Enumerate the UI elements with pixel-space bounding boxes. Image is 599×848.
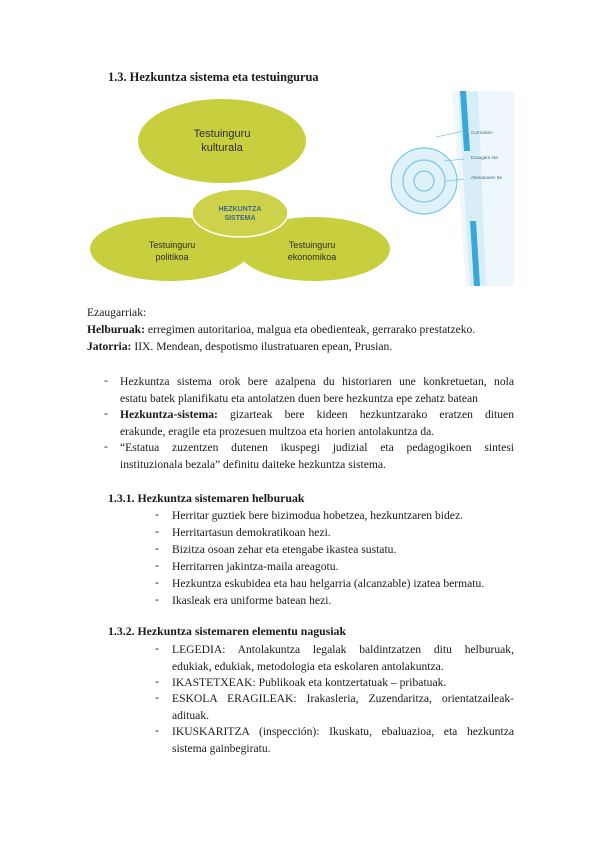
side-label-1: Curriculum xyxy=(471,130,493,135)
list-item: Herritarren jakintza-maila areagotu. xyxy=(172,560,339,573)
list-dash: - xyxy=(155,691,159,704)
helburuak-label: Helburuak: xyxy=(87,323,145,336)
list-item-line: ESKOLA ERAGILEAK: Irakasleria, Zuzendaritza, orientatzaileak- xyxy=(172,692,514,705)
list-item: Herritar guztiek bere bizimodua hobetzea, hezkuntzaren bidez. xyxy=(172,509,463,522)
context-diagram xyxy=(86,91,514,286)
list-dash: - xyxy=(155,576,159,589)
subsection-title-2: 1.3.2. Hezkuntza sistemaren elementu nagusiak xyxy=(108,624,347,638)
list-item: Ikasleak era uniforme batean hezi. xyxy=(172,594,332,607)
list-dash: - xyxy=(155,508,159,521)
list-dash: - xyxy=(155,525,159,538)
side-label-3: Abenduaren 6a xyxy=(471,175,502,180)
label-center-1: HEZKUNTZA xyxy=(218,206,262,213)
label-kulturala-2: kulturala xyxy=(201,142,243,154)
list-item-line: IKUSKARITZA (inspección): Ikuskatu, ebaluazioa, eta hezkuntza xyxy=(172,725,514,738)
ezaugarriak-label: Ezaugarriak: xyxy=(87,306,147,319)
helburuak-line xyxy=(87,322,475,338)
label-ekonomikoa-2: ekonomikoa xyxy=(287,252,337,262)
label-politikoa-1: Testuinguru xyxy=(148,240,196,250)
ellipse-kulturala xyxy=(138,99,306,183)
list-dash: - xyxy=(155,675,159,688)
bullet-2-bold: Hezkuntza-sistema: xyxy=(120,408,218,421)
list-item xyxy=(172,691,514,724)
bullet-2-text: gizarteak bere kideen hezkuntzarako eratzen dituen xyxy=(217,408,514,421)
list-item: Hezkuntza eskubidea eta hau helgarria (alcanzable) izatea bermatu. xyxy=(172,577,485,590)
side-label-2: Ezaugarri eta xyxy=(471,155,498,160)
list-item xyxy=(172,642,514,675)
bullet-dash: - xyxy=(104,407,108,420)
bullet-dash: - xyxy=(104,440,108,453)
label-politikoa-2: politikoa xyxy=(155,252,189,262)
subsection-title-1: 1.3.1. Hezkuntza sistemaren helburuak xyxy=(108,491,305,505)
list-item: Herritartasun demokratikoan hezi. xyxy=(172,526,331,539)
list-dash: - xyxy=(155,642,159,655)
list-item-line: IKASTETXEAK: Publikoak eta kontzertatuak – pribatuak. xyxy=(172,676,447,689)
bullet-1-line-2: estatu batek planifikatu eta antolatzen duen bere hezkuntza epe zehatz batean xyxy=(120,391,478,405)
list-dash: - xyxy=(155,724,159,737)
jatorria-line xyxy=(87,339,392,355)
bullet-3-line-1: “Estatua zuzentzen dutenen ikuspegi judizial eta pedagogikoen sintesi xyxy=(120,441,514,454)
list-item-line: sistema gainbegiratu. xyxy=(172,741,271,755)
list-item-line: adituak. xyxy=(172,708,210,722)
ellipse-hezkuntza-sistema xyxy=(192,189,288,237)
helburuak-text: erregimen autoritarioa, malgua eta obedienteak, gerrarako prestatzeko. xyxy=(144,323,476,336)
bullet-3 xyxy=(120,440,514,473)
bullet-dash: - xyxy=(104,374,108,387)
bullet-2-line-1 xyxy=(120,407,514,424)
jatorria-text: IIX. Mendean, despotismo ilustratuaren epean, Prusian. xyxy=(131,340,393,353)
section-heading: 1.3. Hezkuntza sistema eta testuingurua xyxy=(108,70,319,84)
list-item xyxy=(172,724,514,757)
label-center-2: SISTEMA xyxy=(224,215,256,222)
bullet-1-line-1: Hezkuntza sistema orok bere azalpena du historiaren une konkretuetan, nola xyxy=(120,375,514,388)
list-item: Bizitza osoan zehar eta etengabe ikastea sustatu. xyxy=(172,543,397,556)
jatorria-label: Jatorria: xyxy=(87,340,132,353)
list-item xyxy=(172,675,514,692)
list-item-line: LEGEDIA: Antolakuntza legalak baldintzatzen ditu helburuak, xyxy=(172,643,514,656)
label-ekonomikoa-1: Testuinguru xyxy=(288,240,336,250)
list-dash: - xyxy=(155,593,159,606)
bullet-1 xyxy=(120,374,514,407)
bullet-3-line-2: instituzionala bezala” definitu daiteke hezkuntza sistema. xyxy=(120,457,386,471)
label-kulturala-1: Testuinguru xyxy=(193,128,251,140)
bullet-2-line-2: erakunde, eragile eta prozesuen multzoa eta horien antolakuntza da. xyxy=(120,424,435,438)
bullet-2 xyxy=(120,407,514,440)
list-dash: - xyxy=(155,542,159,555)
list-dash: - xyxy=(155,559,159,572)
list-item-line: edukiak, edukiak, metodologia eta eskolaren antolakuntza. xyxy=(172,659,444,673)
